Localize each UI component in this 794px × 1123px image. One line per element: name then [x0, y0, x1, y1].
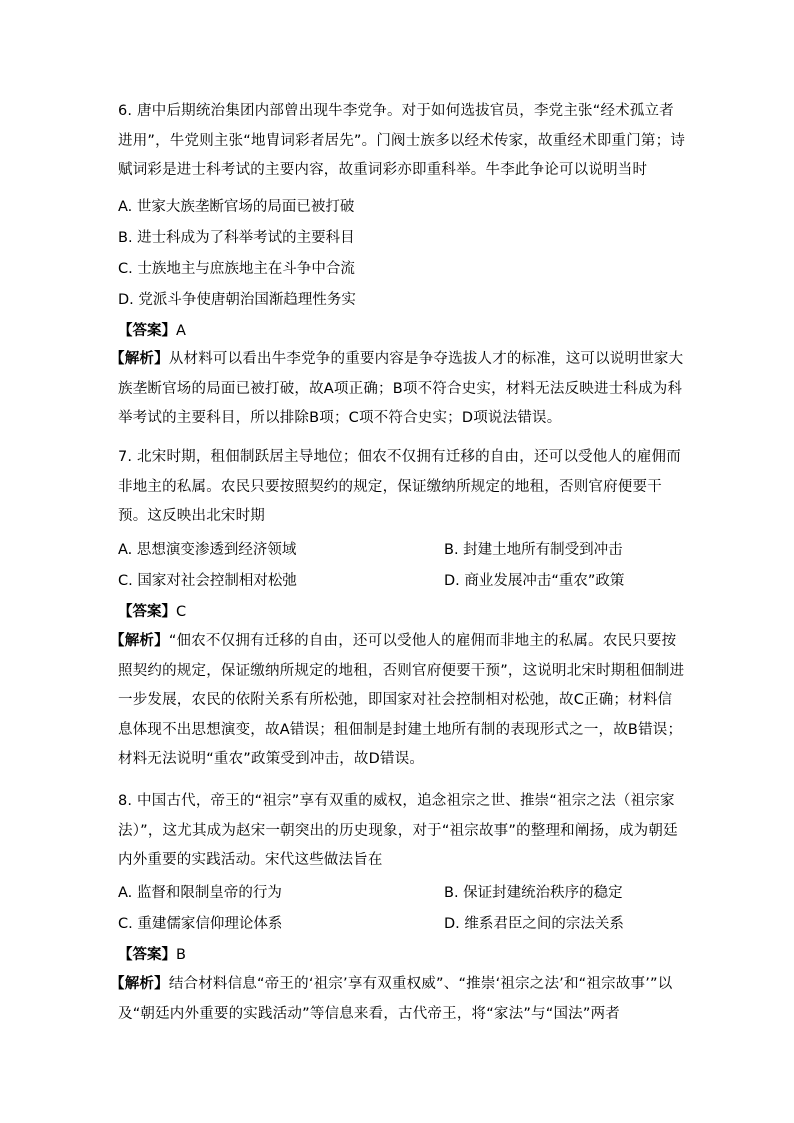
q7-answer: [118, 602, 186, 622]
q8-option-b: B. 保证封建统治秩序的稳定: [444, 885, 623, 901]
answer-value: A: [176, 323, 186, 339]
q7-stem: 7. 北宋时期，租佃制跃居主导地位；佃农不仅拥有迁移的自由，还可以受他人的雇佣而非地主的私属。农民只要按照契约的规定，保证缴纳所规定的地租，否则官府便要干预。这反映出北宋时期: [118, 449, 681, 524]
q8-option-d: D. 维系君臣之间的宗法关系: [444, 916, 624, 932]
q7-analysis: [110, 627, 686, 775]
answer-label: 【答案】: [118, 604, 176, 620]
answer-value: B: [176, 947, 186, 963]
answer-label: 【答案】: [118, 947, 176, 963]
q6-option-b: B. 进士科成为了科举考试的主要科目: [118, 230, 355, 246]
q6-option-d: D. 党派斗争使唐朝治国渐趋理性务实: [118, 292, 356, 308]
analysis-text: 结合材料信息“帝王的‘祖宗’享有双重权威”、“推崇‘祖宗之法’和“祖宗故事’”以及“朝廷内外重要的实践活动”等信息来看，古代帝王，将“家法”与“国法”两者: [118, 976, 673, 1022]
q7-option-c: C. 国家对社会控制相对松弛: [118, 573, 297, 589]
answer-value: C: [176, 604, 187, 620]
analysis-text: 从材料可以看出牛李党争的重要内容是争夺选拔人才的标准，这可以说明世家大族垄断官场的局面已被打破，故A项正确；B项不符合史实，材料无法反映进士科成为科举考试的主要科目，所以排除B项；C项不符合史实；D项说法错误。: [118, 351, 684, 426]
q8-option-c: C. 重建儒家信仰理论体系: [118, 916, 283, 932]
q6-analysis: [110, 345, 686, 434]
q8-analysis: [110, 970, 686, 1029]
analysis-label: 【解析】: [110, 976, 169, 992]
analysis-label: 【解析】: [110, 351, 169, 367]
analysis-label: 【解析】: [110, 633, 169, 649]
q8-stem: 8. 中国古代，帝王的“祖宗”享有双重的威权，追念祖宗之世、推崇“祖宗之法（祖宗家法）”，这尤其成为赵宋一朝突出的历史现象，对于“祖宗故事”的整理和阐扬，成为朝廷内外重要的实践活动。宋代这些做法旨在: [118, 793, 678, 868]
q7-option-d: D. 商业发展冲击“重农”政策: [444, 573, 625, 589]
q6-option-c: C. 士族地主与庶族地主在斗争中合流: [118, 261, 355, 277]
analysis-text: “佃农不仅拥有迁移的自由，还可以受他人的雇佣而非地主的私属。农民只要按照契约的规定，保证缴纳所规定的地租，否则官府便要干预”，这说明北宋时期租佃制进一步发展，农民的依附关系有所松弛，即国家对社会控制相对松弛，故C正确；材料信息体现不出思想演变，故A错误；租佃制是封建土地所有制的表现形式之一，故B错误；材料无法说明“重农”政策受到冲击，故D错误。: [118, 633, 685, 767]
q6-answer: [118, 321, 186, 341]
q8-option-a: A. 监督和限制皇帝的行为: [118, 885, 282, 901]
q8-answer: [118, 945, 186, 965]
answer-label: 【答案】: [118, 323, 176, 339]
q6-stem: 6. 唐中后期统治集团内部曾出现牛李党争。对于如何选拔官员，李党主张“经术孤立者进用”，牛党则主张“地胄词彩者居先”。门阀士族多以经术传家，故重经术即重门第；诗赋词彩是进士科考试的主要内容，故重词彩亦即重科举。牛李此争论可以说明当时: [118, 103, 686, 178]
q7-option-a: A. 思想演变渗透到经济领域: [118, 542, 297, 558]
q6-option-a: A. 世家大族垄断官场的局面已被打破: [118, 199, 355, 215]
q7-option-b: B. 封建土地所有制受到冲击: [444, 542, 623, 558]
